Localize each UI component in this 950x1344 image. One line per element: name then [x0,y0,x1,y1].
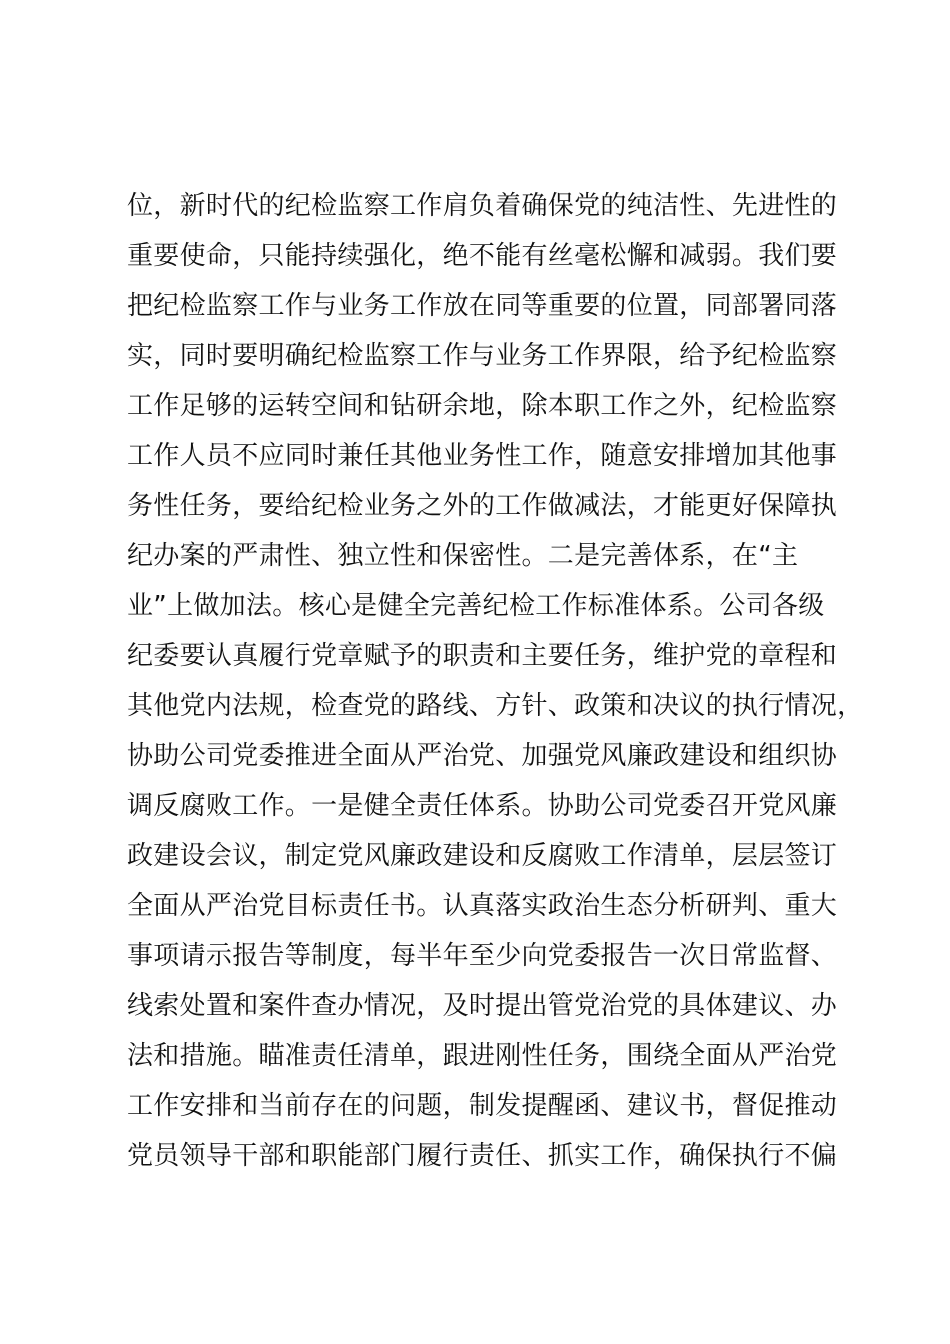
text-line: 工作安排和当前存在的问题，制发提醒函、建议书，督促推动 [127,1091,838,1121]
text-line: 重要使命，只能持续强化，绝不能有丝毫松懈和减弱。我们要 [127,241,838,271]
text-line: 协助公司党委推进全面从严治党、加强党风廉政建设和组织协 [127,741,838,771]
text-line: 业”上做加法。核心是健全完善纪检工作标准体系。公司各级 [127,591,825,621]
text-line: 工作人员不应同时兼任其他业务性工作，随意安排增加其他事 [127,441,838,471]
text-line: 全面从严治党目标责任书。认真落实政治生态分析研判、重大 [127,891,838,921]
text-line: 纪委要认真履行党章赋予的职责和主要任务，维护党的章程和 [127,641,838,671]
text-line: 调反腐败工作。一是健全责任体系。协助公司党委召开党风廉 [127,791,838,821]
text-line: 事项请示报告等制度，每半年至少向党委报告一次日常监督、 [127,941,838,971]
text-line: 其他党内法规，检查党的路线、方针、政策和决议的执行情况， [127,691,864,721]
body-paragraph [127,181,864,1181]
text-line: 把纪检监察工作与业务工作放在同等重要的位置，同部署同落 [127,291,838,321]
text-line: 工作足够的运转空间和钻研余地，除本职工作之外，纪检监察 [127,391,838,421]
text-line: 纪办案的严肃性、独立性和保密性。二是完善体系，在“主 [127,541,799,571]
text-line: 线索处置和案件查办情况，及时提出管党治党的具体建议、办 [127,991,838,1021]
text-line: 法和措施。瞄准责任清单，跟进刚性任务，围绕全面从严治党 [127,1041,838,1071]
text-line: 务性任务，要给纪检业务之外的工作做减法，才能更好保障执 [127,491,838,521]
text-line: 政建设会议，制定党风廉政建设和反腐败工作清单，层层签订 [127,841,838,871]
text-line: 党员领导干部和职能部门履行责任、抓实工作，确保执行不偏 [127,1141,838,1171]
text-line: 位，新时代的纪检监察工作肩负着确保党的纯洁性、先进性的 [127,191,838,221]
text-line: 实，同时要明确纪检监察工作与业务工作界限，给予纪检监察 [127,341,838,371]
